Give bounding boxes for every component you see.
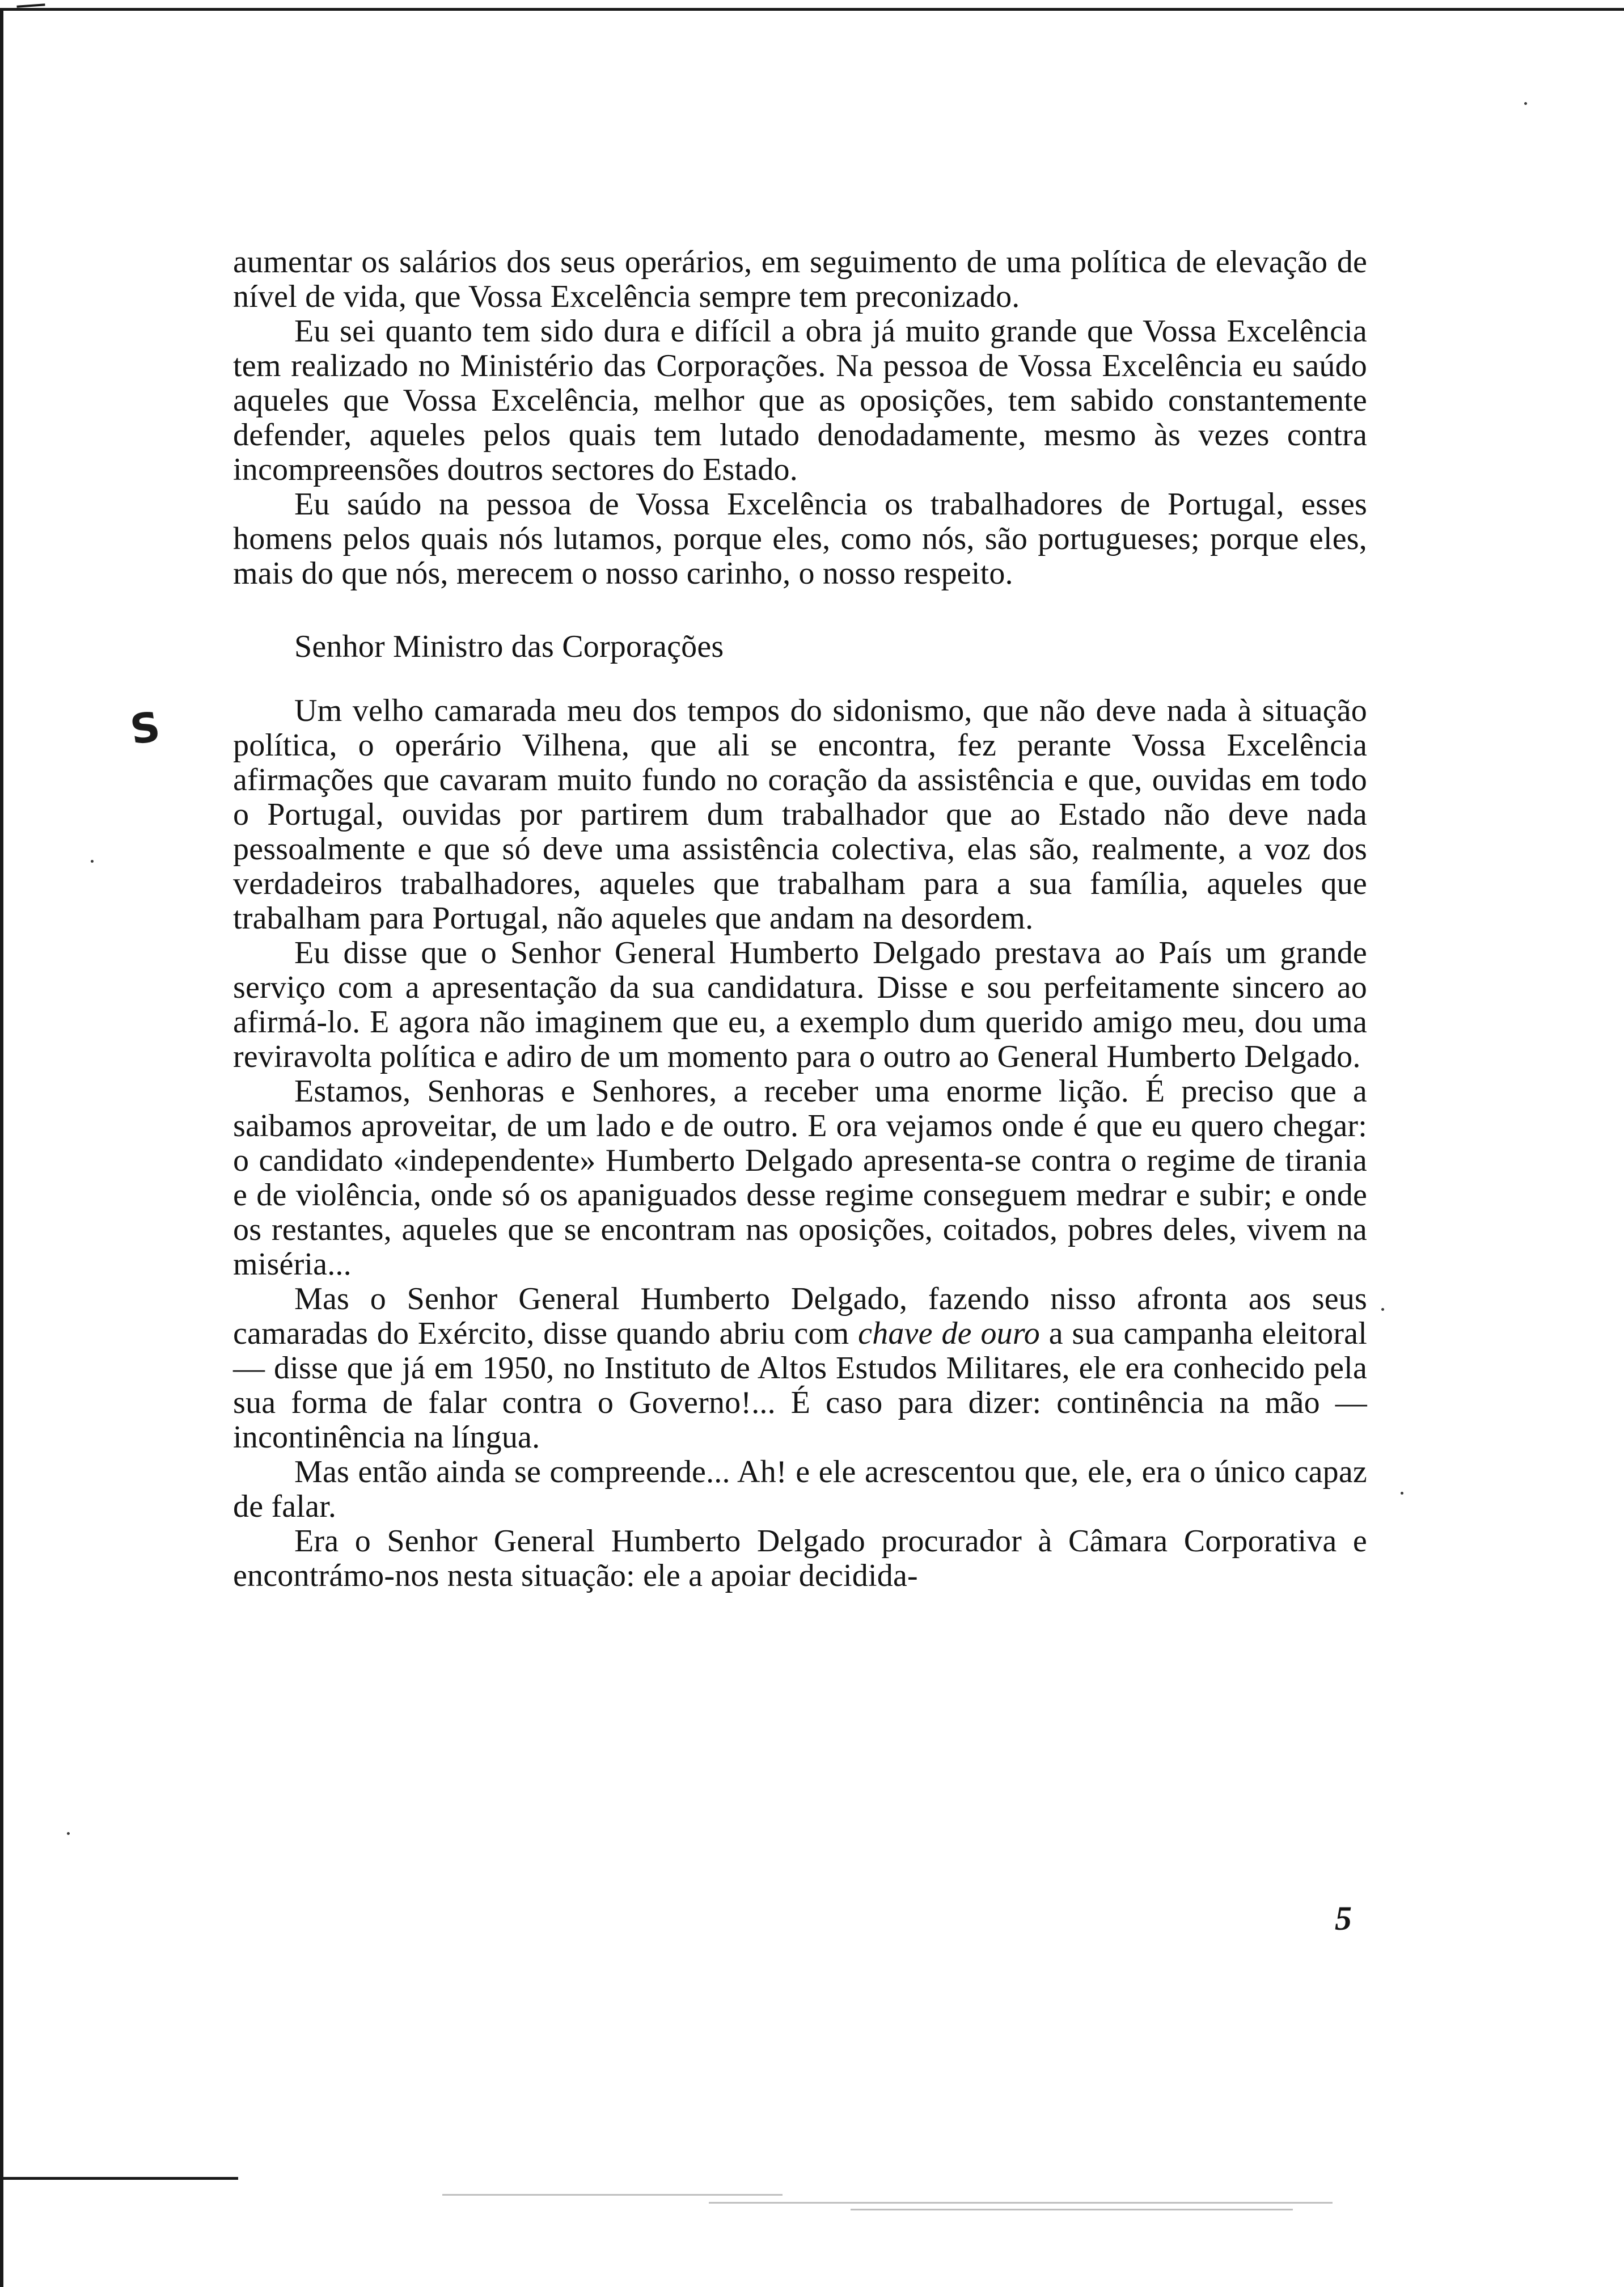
paragraph-text: a sua campanha eleitoral — disse que já em 1950, no Instituto de Altos Estudos Militares, ele era conhecido pela sua forma de falar contra o Governo!... É caso para dizer: continência na mão — incontinência na língua. (233, 1316, 1367, 1455)
scan-speck (67, 1832, 70, 1835)
paragraph: Era o Senhor General Humberto Delgado procurador à Câmara Corporativa e encontrámo-nos nesta situação: ele a apoiar decidida- (233, 1524, 1367, 1593)
paragraph: Eu sei quanto tem sido dura e difícil a obra já muito grande que Vossa Excelência tem realizado no Ministério das Corporações. Na pessoa de Vossa Excelência eu saúdo aqueles que Vossa Excelência, melhor que as oposições, tem sabido constantemente defender, aqueles pelos quais tem lutado denodadamente, mesmo às vezes contra incompreensões doutros sectores do Estado. (233, 314, 1367, 487)
scan-smudge (442, 2194, 783, 2196)
scan-border-bottom (0, 2177, 238, 2180)
body-text (233, 245, 1367, 1593)
italic-phrase: chave de ouro (858, 1316, 1040, 1351)
scan-speck (1524, 102, 1527, 105)
paragraph: Estamos, Senhoras e Senhores, a receber uma enorme lição. É preciso que a saibamos aproveitar, de um lado e de outro. E ora vejamos onde é que eu quero chegar: o candidato «independente» Humberto Delgado apresenta-se contra o regime de tirania e de violência, onde só os apaniguados desse regime conseguem medrar e subir; e onde os restantes, aqueles que se encontram nas oposições, coitados, pobres deles, vivem na miséria... (233, 1074, 1367, 1282)
scan-speck (91, 860, 94, 863)
paragraph-text: Mas o Senhor General Humberto Delgado, fazendo nisso afronta aos seus camaradas do Exército, disse quando abriu com (233, 1281, 1367, 1351)
paragraph: Eu disse que o Senhor General Humberto Delgado prestava ao País um grande serviço com a apresentação da sua candidatura. Disse e sou perfeitamente sincero ao afirmá-lo. E agora não imaginem que eu, a exemplo dum querido amigo meu, dou uma reviravolta política e adiro de um momento para o outro ao General Humberto Delgado. (233, 935, 1367, 1074)
paragraph: Eu saúdo na pessoa de Vossa Excelência os trabalhadores de Portugal, esses homens pelos quais nós lutamos, porque eles, como nós, são portugueses; porque eles, mais do que nós, merecem o nosso carinho, o nosso respeito. (233, 487, 1367, 591)
scan-smudge (851, 2209, 1293, 2210)
scan-speck (1381, 1308, 1384, 1311)
scan-speck (1401, 1492, 1403, 1495)
corner-mark (16, 3, 45, 15)
paragraph: Mas então ainda se compreende... Ah! e ele acrescentou que, ele, era o único capaz de falar. (233, 1454, 1367, 1524)
section-heading: Senhor Ministro das Corporações (294, 629, 724, 664)
paragraph (233, 1282, 1367, 1455)
scan-border-top (0, 8, 1624, 11)
paragraph: aumentar os salários dos seus operários, em seguimento de uma política de elevação de nível de vida, que Vossa Excelência sempre tem preconizado. (233, 244, 1367, 314)
scan-smudge (709, 2202, 1333, 2204)
paragraph: Um velho camarada meu dos tempos do sidonismo, que não deve nada à situação política, o operário Vilhena, que ali se encontra, fez perante Vossa Excelência afirmações que cavaram muito fundo no coração da assistência e que, ouvidas em todo o Portugal, ouvidas por partirem dum trabalhador que ao Estado não deve nada pessoalmente e que só deve uma assistência colectiva, elas são, realmente, a voz dos verdadeiros trabalhadores, aqueles que trabalham para a sua família, aqueles que trabalham para Portugal, não aqueles que andam na desordem. (233, 693, 1367, 936)
scan-border-left (0, 8, 3, 2287)
margin-annotation: S (127, 703, 161, 754)
page-number: 5 (1335, 1900, 1352, 1937)
